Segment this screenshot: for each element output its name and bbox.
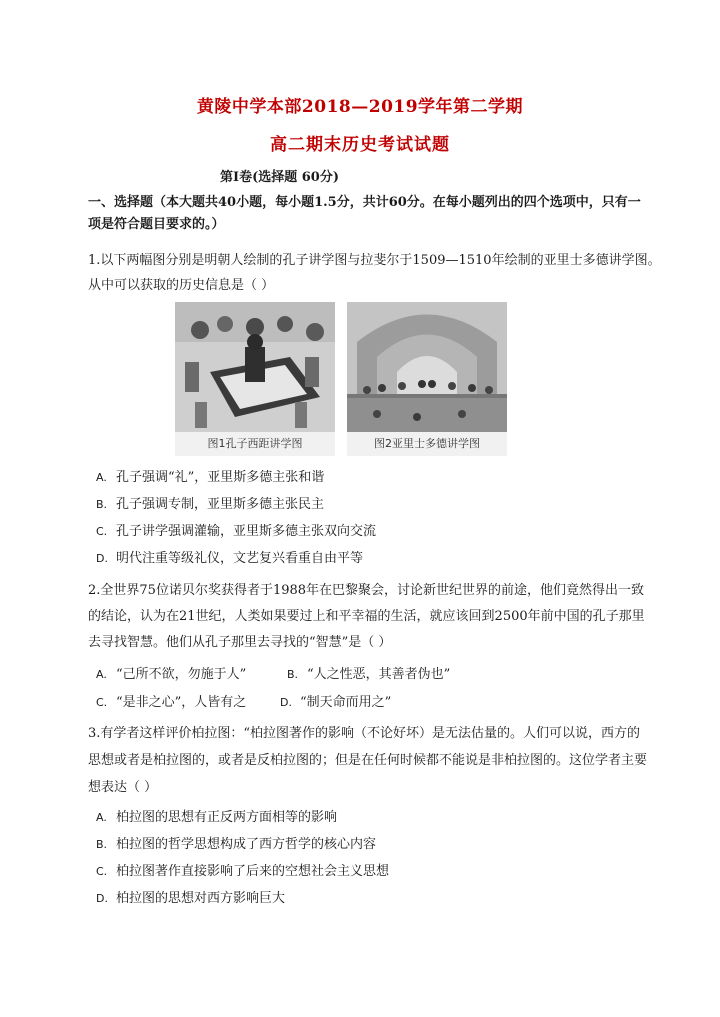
- option-text: “是非之心”，人皆有之: [116, 695, 247, 710]
- option-label: C.: [96, 865, 108, 878]
- option-text: 柏拉图的思想有正反两方面相等的影响: [116, 810, 338, 825]
- option-label: A.: [96, 471, 107, 484]
- q1-option-c[interactable]: [96, 520, 376, 539]
- q2-stem-line-1: 2.全世界75位诺贝尔奖获得者于1988年在巴黎聚会，讨论新世纪世界的前途，他们竟然得出一致: [88, 583, 645, 598]
- option-text: 孔子讲学强调灌输，亚里斯多德主张双向交流: [116, 524, 377, 539]
- q3-option-b[interactable]: [96, 833, 376, 852]
- option-text: 明代注重等级礼仪，文艺复兴看重自由平等: [116, 551, 364, 566]
- instructions-line-2: 项是符合题目要求的。）: [88, 217, 225, 232]
- option-label: D.: [96, 892, 108, 905]
- option-text: 柏拉图的哲学思想构成了西方哲学的核心内容: [116, 837, 377, 852]
- q3-option-d[interactable]: [96, 887, 285, 906]
- option-label: A.: [96, 668, 107, 681]
- q3-option-c[interactable]: [96, 860, 389, 879]
- q2-stem-line-2: 的结论，认为在21世纪，人类如果要过上和平幸福的生活，就应该回到2500年前中国的孔子那里: [88, 609, 645, 624]
- q1-option-b[interactable]: [96, 493, 324, 512]
- q3-stem-line-1: 3.有学者这样评价柏拉图：“柏拉图著作的影响（不论好坏）是无法估量的。人们可以说，西方的: [88, 726, 641, 741]
- option-label: B.: [287, 668, 299, 681]
- exam-title: 黄陵中学本部2018—2019学年第二学期: [196, 97, 524, 117]
- section-title: 第Ⅰ卷(选择题 60分): [220, 170, 339, 185]
- option-label: C.: [96, 525, 108, 538]
- q2-option-b[interactable]: [287, 663, 450, 682]
- option-text: “人之性恶，其善者伪也”: [307, 667, 451, 682]
- option-text: 孔子强调专制，亚里斯多德主张民主: [116, 497, 325, 512]
- q3-stem-line-3: 想表达（ ）: [88, 780, 158, 795]
- option-label: B.: [96, 838, 108, 851]
- figure-1-caption: 图1孔子西距讲学图: [175, 432, 335, 456]
- option-label: D.: [96, 552, 108, 565]
- instructions-line-1: 一、选择题（本大题共40小题，每小题1.5分，共计60分。在每小题列出的四个选项中，只有一: [88, 195, 641, 210]
- option-label: D.: [280, 696, 292, 709]
- q1-option-d[interactable]: [96, 547, 363, 566]
- q3-option-a[interactable]: [96, 806, 337, 825]
- figure-2-caption: 图2亚里士多德讲学图: [347, 432, 507, 456]
- q2-stem-line-3: 去寻找智慧。他们从孔子那里去寻找的“智慧”是（ ）: [88, 635, 392, 650]
- q1-stem-line-2: 从中可以获取的历史信息是（ ）: [88, 278, 275, 293]
- q1-option-a[interactable]: [96, 466, 324, 485]
- q2-option-a[interactable]: [96, 663, 246, 682]
- option-label: C.: [96, 696, 108, 709]
- option-label: A.: [96, 811, 107, 824]
- option-label: B.: [96, 498, 108, 511]
- option-text: 孔子强调“礼”，亚里斯多德主张和谐: [116, 470, 325, 485]
- option-text: 柏拉图著作直接影响了后来的空想社会主义思想: [116, 864, 390, 879]
- option-text: 柏拉图的思想对西方影响巨大: [116, 891, 286, 906]
- exam-subtitle: 高二期末历史考试试题: [270, 135, 450, 155]
- option-text: “制天命而用之”: [300, 695, 392, 710]
- q2-option-d[interactable]: [280, 691, 391, 710]
- q1-stem-line-1: 1.以下两幅图分别是明朝人绘制的孔子讲学图与拉斐尔于1509—1510年绘制的亚里士多德讲学图。: [88, 253, 661, 268]
- q3-stem-line-2: 思想或者是柏拉图的，或者是反柏拉图的；但是在任何时候都不能说是非柏拉图的。这位学者主要: [88, 753, 648, 768]
- confucius-lecture-figure: [175, 302, 335, 456]
- aristotle-lecture-figure: [347, 302, 507, 456]
- option-text: “己所不欲，勿施于人”: [116, 667, 247, 682]
- q2-option-c[interactable]: [96, 691, 246, 710]
